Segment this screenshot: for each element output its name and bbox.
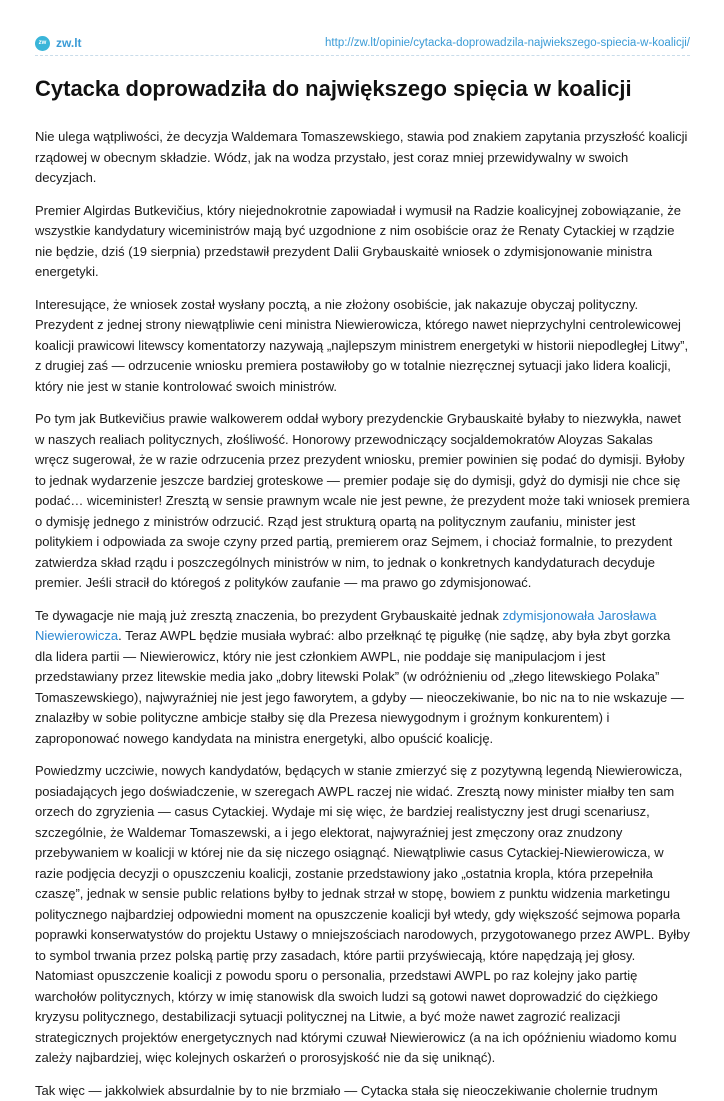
paragraph-5-text-start: Te dywagacje nie mają już zresztą znaczenia, bo prezydent Grybauskaitė jednak	[35, 608, 503, 623]
paragraph-2: Premier Algirdas Butkevičius, który niejednokrotnie zapowiadał i wymusił na Radzie koalicyjnej zobowiązanie, że wszystkie kandydatury wiceministrów mają być uzgodnione z nim osobiście oraz że Renaty Cytackiej w rządzie nie będzie, dziś (19 sierpnia) przedstawił prezydent Dalii Grybauskaitė wniosek o zdymisjonowanie ministra energetyki.	[35, 201, 690, 283]
paragraph-3: Interesujące, że wniosek został wysłany pocztą, a nie złożony osobiście, jak nakazuje obyczaj polityczny. Prezydent z jednej strony niewątpliwie ceni ministra Niewierowicza, którego nawet nieprzychylni centrolewicowej koalicji prawicowi litewscy komentatorzy nazywają „najlepszym ministrem energetyki w historii niepodległej Litwy”, z drugiej zaś — odrzucenie wniosku premiera postawiłoby go w totalnie niezręcznej sytuacji jako lidera koalicji, który nie jest w stanie kontrolować swoich ministrów.	[35, 295, 690, 398]
paragraph-4: Po tym jak Butkevičius prawie walkowerem oddał wybory prezydenckie Grybauskaitė byłaby to niezwykła, nawet w naszych realiach politycznych, złośliwość. Honorowy przewodniczący socjaldemokratów Aloyzas Sakalas wręcz sugerował, że w razie odrzucenia przez prezydent wniosku, premier powinien się podać do dymisji. Byłoby to jednak wydarzenie jeszcze bardziej groteskowe — premier podaje się do dymisji, gdyż do dymisji nie chce się podać… wiceminister! Zresztą w sensie prawnym wcale nie jest pewne, że prezydent może taki wniosek premiera o dymisję jednego z ministrów odrzucić. Rząd jest strukturą opartą na politycznym zaufaniu, minister jest politykiem i odpowiada za swoje czyny przed partią, premierem oraz Sejmem, i chociaż formalnie, to prezydent zatwierdza skład rządu i poszczególnych ministrów w nim, to jednak o konkretnych kandydaturach decyduje premier. Jeśli stracił do któregoś z polityków zaufanie — ma prawo go zdymisjonować.	[35, 409, 690, 594]
page-header	[35, 33, 690, 53]
article-body	[35, 127, 690, 1101]
site-name: zw.lt	[56, 36, 82, 50]
paragraph-7: Tak więc — jakkolwiek absurdalnie by to nie brzmiało — Cytacka stała się nieoczekiwanie cholernie trudnym	[35, 1081, 690, 1101]
site-link[interactable]	[35, 36, 82, 51]
dismissal-article-link[interactable]: zdymisjonowała Jarosława Niewierowicza	[35, 608, 656, 644]
source-url-link[interactable]: http://zw.lt/opinie/cytacka-doprowadzila-najwiekszego-spiecia-w-koalicji/	[325, 37, 690, 49]
paragraph-6: Powiedzmy uczciwie, nowych kandydatów, będących w stanie zmierzyć się z pozytywną legendą Niewierowicza, posiadających jego doświadczenie, w szeregach AWPL raczej nie widać. Zresztą nowy minister miałby ten sam orzech do zgryzienia — casus Cytackiej. Wydaje mi się więc, że bardziej realistyczny jest drugi scenariusz, szczególnie, że Waldemar Tomaszewski, a i jego elektorat, najwyraźniej jest zmęczony oraz znudzony przebywaniem w koalicji w której nie da się niczego osiągnąć. Niewątpliwie casus Cytackiej-Niewierowicza, w razie podjęcia decyzji o opuszczeniu koalicji, zostanie przedstawiony jako „ostatnia kropla, która przepełniła czaszę”, jednak w sensie public relations byłby to jednak strzał w stopę, bowiem z punktu widzenia marketingu politycznego najbardziej odpowiedni moment na opuszczenie koalicji był wtedy, gdy większość sejmowa poparła poprawki konserwatystów do projektu Ustawy o mniejszościach narodowych, przygotowanego przez AWPL. Byłby to symbol trwania przez polską partię przy zasadach, które partii przyświecają, które napędzają jej głosy. Natomiast opuszczenie koalicji z powodu sporu o personalia, przedstawi AWPL po raz kolejny jako partię warchołów politycznych, którzy w imię stanowisk dla swoich ludzi są gotowi nawet doprowadzić do ciężkiego kryzysu politycznego, destabilizacji sytuacji politycznej na Litwie, a być może nawet zagrozić realizacji strategicznych projektów energetycznych nad którymi czuwał Niewierowicz (a na ich opóźnieniu wiadomo komu zależy najbardziej, więc kolejnych oskarżeń o prorosyjskość nie da się uniknąć).	[35, 761, 690, 1069]
paragraph-5	[35, 606, 690, 750]
paragraph-1: Nie ulega wątpliwości, że decyzja Waldemara Tomaszewskiego, stawia pod znakiem zapytania przyszłość koalicji rządowej w obecnym składzie. Wódz, jak na wodza przystało, jest coraz mniej przewidywalny w swoich decyzjach.	[35, 127, 690, 189]
header-divider	[35, 55, 690, 56]
article-title: Cytacka doprowadziła do największego spięcia w koalicji	[35, 76, 694, 102]
site-logo-icon: zw	[35, 36, 50, 51]
paragraph-5-text-end: . Teraz AWPL będzie musiała wybrać: albo przełknąć tę pigułkę (nie sądzę, aby była zbyt gorzka dla lidera partii — Niewierowicz, który nie jest członkiem AWPL, nie poddaje się manipulacjom i jest przedstawiany przez litewskie media jako „dobry litewski Polak” (w odróżnieniu od „złego litewskiego Polaka” Tomaszewskiego), najwyraźniej nie jest jego faworytem, a gdyby — nieoczekiwanie, bo nic na to nie wskazuje — znalazłby w sobie polityczne ambicje stałby się dla Prezesa niewygodnym i groźnym konkurentem) i zaproponować nowego kandydata na ministra energetyki, albo opuścić koalicję.	[35, 628, 684, 746]
